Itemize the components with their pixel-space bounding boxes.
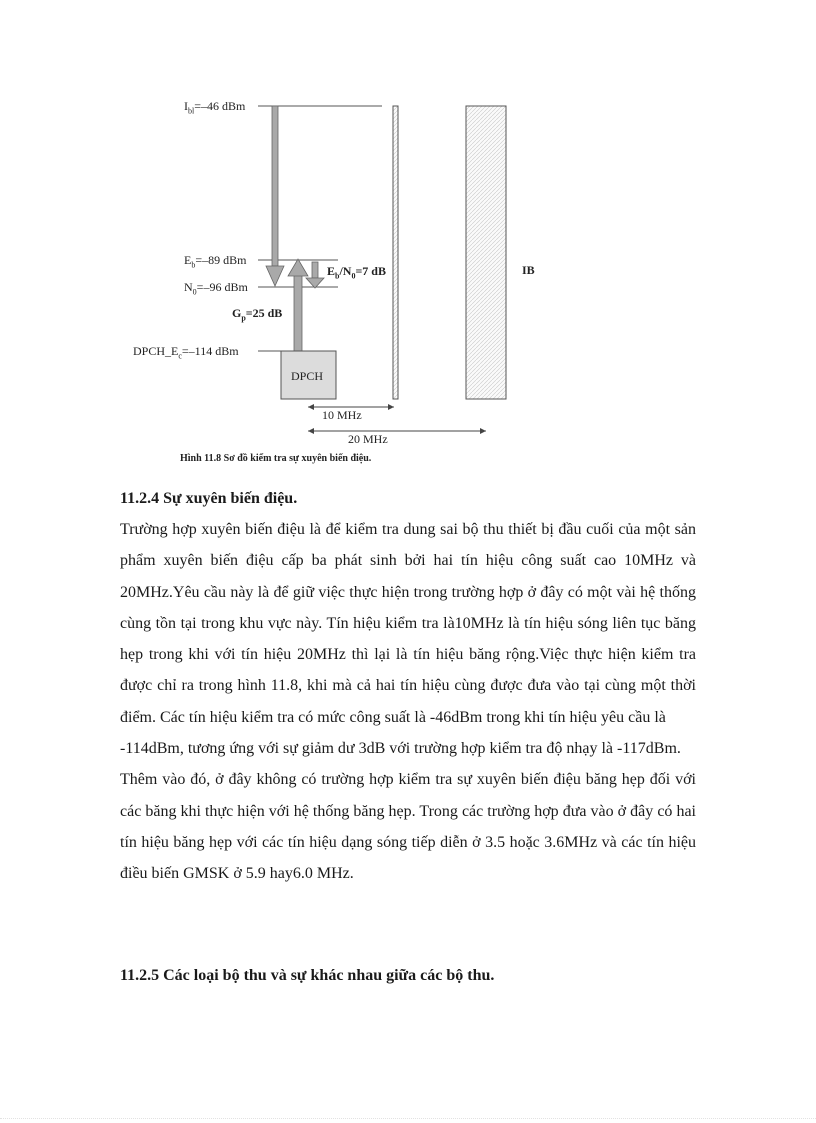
gp-label: $G_p=25$ dB bbox=[232, 306, 283, 323]
eb-label: $E_b=-89$ dBm bbox=[184, 253, 247, 270]
ibl-down-arrow bbox=[266, 106, 284, 286]
signal-20mhz-ib-block bbox=[466, 106, 506, 399]
paragraph: -114dBm, tương ứng với sự giảm dư 3dB với trường hợp kiểm tra độ nhạy là -117dBm. bbox=[120, 740, 681, 758]
dpch-ec-label: $DPCH\_E_c=-114$ dBm bbox=[133, 344, 239, 361]
n0-label: $N_0=-96$ dBm bbox=[184, 280, 248, 297]
figure-caption: Hình 11.8 Sơ đồ kiểm tra sự xuyên biến điệu. bbox=[180, 453, 372, 464]
section-heading-11-2-5: 11.2.5 Các loại bộ thu và sự khác nhau giữa các bộ thu. bbox=[120, 967, 495, 984]
span-20mhz-arrow bbox=[308, 428, 486, 434]
signal-10mhz-bar bbox=[393, 106, 398, 399]
ibl-label: $I_{bl}=-46$ dBm bbox=[184, 99, 246, 116]
ebn0-down-arrow bbox=[306, 262, 324, 288]
page-bottom-divider bbox=[0, 1118, 816, 1119]
span-20mhz-label: 20 MHz bbox=[348, 432, 388, 446]
dpch-box-label: DPCH bbox=[291, 369, 324, 383]
gp-up-arrow bbox=[288, 259, 308, 351]
figure-drawing bbox=[0, 0, 816, 470]
ebn0-label: $E_b/N_0=7$ dB bbox=[327, 264, 386, 281]
ib-label: IB bbox=[522, 263, 535, 277]
paragraph: Trường hợp xuyên biến điệu là để kiểm tra dung sai bộ thu thiết bị đầu cuối của một sản phẩm xuyên biến điệu cấp ba phát sinh bởi hai tín hiệu công suất cao 10MHz và 20MHz.Yêu cầu này là để giữ việc thực hiện trong trường hợp ở đây có một vài hệ thống cùng tồn tại trong khu vực này. Tín hiệu kiểm tra là10MHz là tín hiệu sóng liên tục băng hẹp trong khi với tín hiệu 20MHz thì lại là tín hiệu băng rộng.Việc thực hiện kiểm tra được chỉ ra trong hình 11.8, khi mà cả hai tín hiệu cùng được đưa vào tại cùng một thời điểm. Các tín hiệu kiểm tra có mức công suất là -46dBm trong khi tín hiệu yêu cầu là bbox=[120, 521, 696, 726]
section-body-11-2-4 bbox=[120, 514, 696, 890]
section-heading-11-2-4: 11.2.4 Sự xuyên biến điệu. bbox=[120, 490, 298, 507]
span-10mhz-label: 10 MHz bbox=[322, 408, 362, 422]
intermodulation-figure bbox=[0, 0, 816, 470]
paragraph: Thêm vào đó, ở đây không có trường hợp kiểm tra sự xuyên biến điệu băng hẹp đối với các băng khi thực hiện với hệ thống băng hẹp. Trong các trường hợp đưa vào ở đây có hai tín hiệu băng hẹp với các tín hiệu dạng sóng tiếp diễn ở 3.5 hoặc 3.6MHz và các tín hiệu điều biến GMSK ở 5.9 hay6.0 MHz. bbox=[120, 771, 696, 883]
